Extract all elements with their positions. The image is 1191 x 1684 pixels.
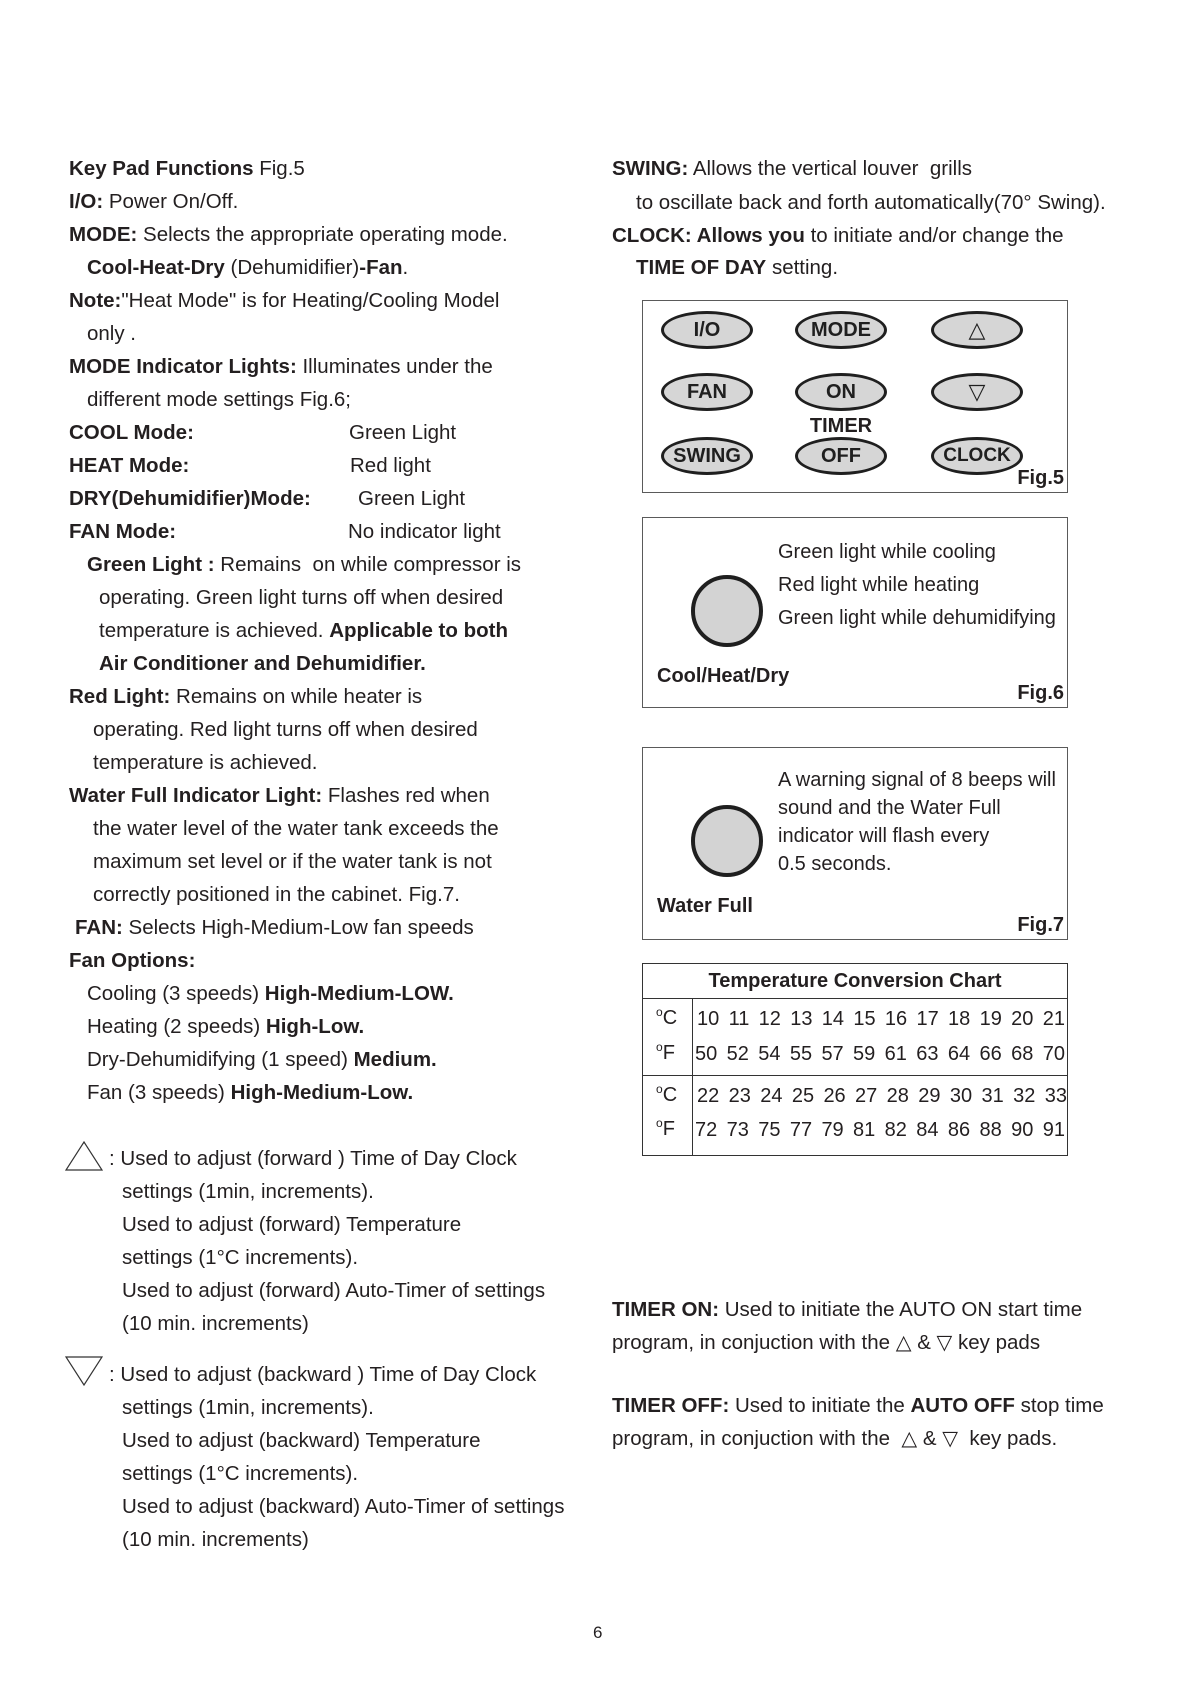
temp-cell: 66	[979, 1043, 1002, 1065]
chart-title: Temperature Conversion Chart	[643, 964, 1067, 999]
temp-cell: 70	[1042, 1043, 1065, 1065]
celsius-label: C	[662, 1007, 678, 1029]
fig7-line: A warning signal of 8 beeps will	[778, 769, 1056, 791]
mode-row-value: No indicator light	[348, 520, 501, 543]
io-key[interactable]	[661, 311, 753, 349]
temp-cell: 20	[1011, 1008, 1034, 1030]
fig6-lamp-label: Cool/Heat/Dry	[657, 665, 790, 687]
timer-on-text: Used to initiate the AUTO ON start time	[724, 1298, 1083, 1321]
io-key-label: I/O	[693, 318, 721, 341]
timer-on-text-2: program, in conjuction with the △ & ▽ key pads	[612, 1331, 1041, 1354]
temp-cell: 31	[981, 1085, 1004, 1107]
temp-cell: 30	[949, 1085, 973, 1107]
swing-key-label: SWING	[673, 444, 741, 467]
mode-sub-plain: (Dehumidifier)	[230, 256, 360, 279]
fan-desc	[75, 916, 474, 940]
mode-text: Selects the appropriate operating mode.	[143, 223, 508, 246]
celsius-label: C	[662, 1084, 678, 1106]
water-full-text: Flashes red when	[327, 784, 490, 807]
fig7-water-full	[642, 747, 1068, 940]
up-line: Used to adjust (forward) Auto-Timer of settings	[122, 1279, 546, 1302]
mode-row-label: FAN Mode:	[69, 520, 177, 543]
mode-row-cool	[69, 421, 457, 445]
fan-option-speeds: High-Medium-Low.	[230, 1081, 414, 1104]
swing-text-2: to oscillate back and forth automatically(70° Swing).	[636, 191, 1106, 214]
fig7-line: sound and the Water Full	[778, 797, 1001, 819]
degree-mark: o	[656, 1082, 663, 1096]
mode-row-value: Red light	[350, 454, 431, 477]
temp-cell: 25	[791, 1085, 815, 1107]
temp-cell: 90	[1011, 1119, 1034, 1141]
clock-desc-2	[636, 256, 838, 280]
note-desc	[69, 289, 499, 313]
indicator-text: Illuminates under the	[302, 355, 493, 378]
timer-on-label: TIMER ON:	[612, 1298, 720, 1321]
fig6-line: Green light while dehumidifying	[778, 607, 1056, 629]
temp-cell: 13	[790, 1008, 813, 1030]
fahrenheit-unit	[656, 1040, 675, 1065]
io-text: Power On/Off.	[108, 190, 239, 213]
degree-mark: o	[656, 1116, 663, 1130]
fahrenheit-label: F	[662, 1118, 675, 1140]
indicator-text-cont: different mode settings Fig.6;	[87, 388, 351, 411]
temp-cell: 22	[697, 1085, 720, 1107]
timer-off-text-2: program, in conjuction with the △ & ▽ key pads.	[612, 1427, 1058, 1450]
temp-cell: 91	[1042, 1119, 1065, 1141]
down-line: (10 min. increments)	[122, 1528, 309, 1551]
chart-divider	[692, 998, 693, 1155]
temp-cell: 17	[916, 1008, 939, 1030]
temp-cell: 84	[916, 1119, 939, 1141]
mode-indicator-lamp-icon	[691, 575, 763, 647]
green-light-label: Green Light :	[87, 553, 215, 576]
fan-options-heading	[69, 949, 195, 973]
fan-option-speeds: High-Low.	[265, 1015, 365, 1038]
temp-cell: 28	[886, 1085, 909, 1107]
fan-option-speeds: Medium.	[353, 1048, 437, 1071]
mode-row-fan	[69, 520, 501, 544]
clock-label: CLOCK: Allows you	[612, 224, 805, 247]
mode-label: MODE:	[69, 223, 138, 246]
indicator-label: MODE Indicator Lights:	[69, 355, 297, 378]
down-arrow-icon: ▽	[968, 379, 986, 404]
chart-row-divider	[643, 1075, 1067, 1076]
clock-bold: TIME OF DAY	[636, 256, 767, 279]
fan-key[interactable]	[661, 373, 753, 411]
timer-on-key[interactable]	[795, 373, 887, 411]
mode-row-label: HEAT Mode:	[69, 454, 190, 477]
fan-key-label: FAN	[687, 380, 727, 403]
mode-sub-end: .	[402, 256, 409, 279]
indicator-desc	[69, 355, 493, 379]
fig5-caption: Fig.5	[1017, 467, 1064, 489]
mode-desc	[69, 223, 508, 247]
up-line: (10 min. increments)	[122, 1312, 309, 1335]
fig6-line: Red light while heating	[778, 574, 980, 596]
temp-cell: 33	[1044, 1085, 1067, 1107]
fan-option-mode: Heating (2 speeds)	[87, 1015, 261, 1038]
temp-cell: 12	[758, 1008, 781, 1030]
down-line: settings (1°C increments).	[122, 1462, 359, 1485]
keypad-title: Key Pad Functions	[69, 157, 254, 180]
down-line: Used to adjust (backward) Auto-Timer of settings	[122, 1495, 565, 1518]
temp-cell: 72	[695, 1119, 718, 1141]
page-number: 6	[593, 1623, 603, 1642]
water-full-label: Water Full Indicator Light:	[69, 784, 323, 807]
red-light-desc	[69, 685, 422, 709]
fan-option	[87, 1015, 364, 1039]
fan-label: FAN:	[75, 916, 123, 939]
green-light-bold-3: Applicable to both	[329, 619, 508, 642]
fahrenheit-row	[695, 1043, 1065, 1066]
note-text-cont: only .	[87, 322, 136, 345]
note-label: Note:	[69, 289, 122, 312]
down-line: : Used to adjust (backward ) Time of Day Clock	[109, 1363, 537, 1386]
mode-sub-bold: Cool-Heat-Dry	[87, 256, 225, 279]
mode-key[interactable]	[795, 311, 887, 349]
green-light-text-3: temperature is achieved.	[99, 619, 324, 642]
temp-cell: 64	[947, 1043, 971, 1065]
temp-cell: 23	[728, 1085, 751, 1107]
mode-row-value: Green Light	[349, 421, 457, 444]
temp-cell: 50	[695, 1043, 718, 1065]
clock-text-2: setting.	[771, 256, 839, 279]
timer-off-text-a: Used to initiate the	[735, 1394, 905, 1417]
up-line: settings (1°C increments).	[122, 1246, 359, 1269]
water-full-desc	[69, 784, 490, 808]
celsius-row	[697, 1008, 1065, 1031]
swing-key[interactable]	[661, 437, 753, 475]
fahrenheit-row	[695, 1119, 1065, 1142]
water-full-text-2: the water level of the water tank exceeds the	[93, 817, 499, 840]
temp-cell: 79	[821, 1119, 844, 1141]
fan-option-mode: Fan (3 speeds)	[87, 1081, 225, 1104]
temp-cell: 54	[758, 1043, 781, 1065]
fan-option-mode: Dry-Dehumidifying (1 speed)	[87, 1048, 348, 1071]
io-label: I/O:	[69, 190, 104, 213]
temp-cell: 73	[726, 1119, 749, 1141]
temp-cell: 26	[823, 1085, 846, 1107]
fahrenheit-unit	[656, 1116, 675, 1141]
temp-cell: 14	[821, 1008, 845, 1030]
clock-key-label: CLOCK	[943, 445, 1011, 466]
down-line: settings (1min, increments).	[122, 1396, 374, 1419]
timer-label: TIMER	[809, 415, 873, 437]
fan-option	[87, 1048, 437, 1072]
swing-desc	[612, 157, 972, 181]
temp-cell: 10	[697, 1008, 720, 1030]
up-arrow-icon: △	[968, 317, 986, 342]
fan-text: Selects High-Medium-Low fan speeds	[128, 916, 474, 939]
fan-option	[87, 1081, 413, 1105]
celsius-unit	[656, 1005, 677, 1030]
mode-row-heat	[69, 454, 431, 478]
fan-options-label: Fan Options:	[69, 949, 196, 972]
temp-cell: 19	[979, 1008, 1002, 1030]
up-line: : Used to adjust (forward ) Time of Day Clock	[109, 1147, 517, 1170]
swing-text: Allows the vertical louver grills	[692, 157, 972, 180]
down-triangle-icon	[65, 1356, 103, 1386]
temp-cell: 59	[853, 1043, 876, 1065]
temp-cell: 61	[884, 1043, 907, 1065]
temp-cell: 63	[916, 1043, 939, 1065]
down-key[interactable]	[931, 373, 1023, 411]
mode-row-label: COOL Mode:	[69, 421, 194, 444]
mode-row-dry	[69, 487, 466, 511]
celsius-row	[697, 1085, 1067, 1108]
red-light-text: Remains on while heater is	[176, 685, 423, 708]
water-full-text-4: correctly positioned in the cabinet. Fig.7.	[93, 883, 460, 906]
temp-cell: 15	[853, 1008, 876, 1030]
water-full-text-3: maximum set level or if the water tank is not	[93, 850, 492, 873]
up-line: Used to adjust (forward) Temperature	[122, 1213, 462, 1236]
temp-cell: 18	[948, 1008, 971, 1030]
clock-desc	[612, 224, 1064, 248]
up-key[interactable]	[931, 311, 1023, 349]
fig7-lamp-label: Water Full	[657, 895, 753, 917]
fig7-line: 0.5 seconds.	[778, 853, 892, 875]
mode-row-value: Green Light	[358, 487, 466, 510]
green-light-desc	[87, 553, 521, 577]
timer-on-key-label: ON	[826, 380, 856, 403]
timer-on-desc	[612, 1298, 1082, 1322]
red-light-text-2: operating. Red light turns off when desired	[93, 718, 478, 741]
fig6-line: Green light while cooling	[778, 541, 996, 563]
down-line: Used to adjust (backward) Temperature	[122, 1429, 481, 1452]
temp-cell: 86	[947, 1119, 971, 1141]
green-light-line4	[99, 652, 426, 676]
temp-cell: 29	[918, 1085, 941, 1107]
io-desc	[69, 190, 238, 214]
temp-cell: 32	[1013, 1085, 1036, 1107]
green-light-line3	[99, 619, 508, 643]
fan-option-mode: Cooling (3 speeds)	[87, 982, 260, 1005]
timer-off-text-b: stop time	[1020, 1394, 1104, 1417]
mode-key-label: MODE	[811, 318, 871, 341]
temp-cell: 21	[1042, 1008, 1065, 1030]
temp-cell: 75	[758, 1119, 781, 1141]
mode-sub	[87, 256, 408, 280]
up-line: settings (1min, increments).	[122, 1180, 374, 1203]
temp-cell: 16	[884, 1008, 908, 1030]
degree-mark: o	[656, 1040, 663, 1054]
temp-cell: 81	[853, 1119, 876, 1141]
red-light-text-3: temperature is achieved.	[93, 751, 318, 774]
temp-cell: 82	[884, 1119, 907, 1141]
temp-cell: 27	[855, 1085, 878, 1107]
timer-off-bold: AUTO OFF	[910, 1394, 1015, 1417]
green-light-text-2: operating. Green light turns off when desired	[99, 586, 504, 609]
temp-cell: 77	[789, 1119, 813, 1141]
red-light-label: Red Light:	[69, 685, 171, 708]
fig7-caption: Fig.7	[1017, 914, 1064, 936]
keypad-heading	[69, 157, 305, 181]
green-light-bold-4: Air Conditioner and Dehumidifier.	[99, 652, 426, 675]
temp-cell: 88	[979, 1119, 1002, 1141]
temp-cell: 55	[789, 1043, 813, 1065]
fan-option	[87, 982, 454, 1006]
green-light-text: Remains on while compressor is	[220, 553, 522, 576]
fan-option-speeds: High-Medium-LOW.	[264, 982, 454, 1005]
fig7-line: indicator will flash every	[778, 825, 990, 847]
temp-cell: 68	[1011, 1043, 1034, 1065]
up-triangle-icon	[65, 1141, 103, 1171]
mode-row-label: DRY(Dehumidifier)Mode:	[69, 487, 311, 510]
temp-cell: 52	[726, 1043, 749, 1065]
temp-cell: 57	[821, 1043, 844, 1065]
note-text: "Heat Mode" is for Heating/Cooling Model	[121, 289, 500, 312]
temp-cell: 11	[728, 1008, 750, 1030]
celsius-unit	[656, 1082, 677, 1107]
temp-cell: 24	[760, 1085, 783, 1107]
degree-mark: o	[656, 1005, 663, 1019]
clock-text: to initiate and/or change the	[810, 224, 1064, 247]
timer-off-key-label: OFF	[821, 444, 861, 467]
timer-off-key[interactable]	[795, 437, 887, 475]
keypad-fig-ref: Fig.5	[259, 157, 305, 180]
water-full-lamp-icon	[691, 805, 763, 877]
mode-sub-fan: -Fan	[359, 256, 403, 279]
timer-off-label: TIMER OFF:	[612, 1394, 730, 1417]
fig5-keypad	[642, 300, 1068, 493]
swing-label: SWING:	[612, 157, 689, 180]
fahrenheit-label: F	[662, 1042, 675, 1064]
fig6-caption: Fig.6	[1017, 682, 1064, 704]
temperature-conversion-chart	[642, 963, 1068, 1156]
fig6-mode-indicator	[642, 517, 1068, 708]
timer-off-desc	[612, 1394, 1104, 1418]
clock-key[interactable]	[931, 437, 1023, 475]
